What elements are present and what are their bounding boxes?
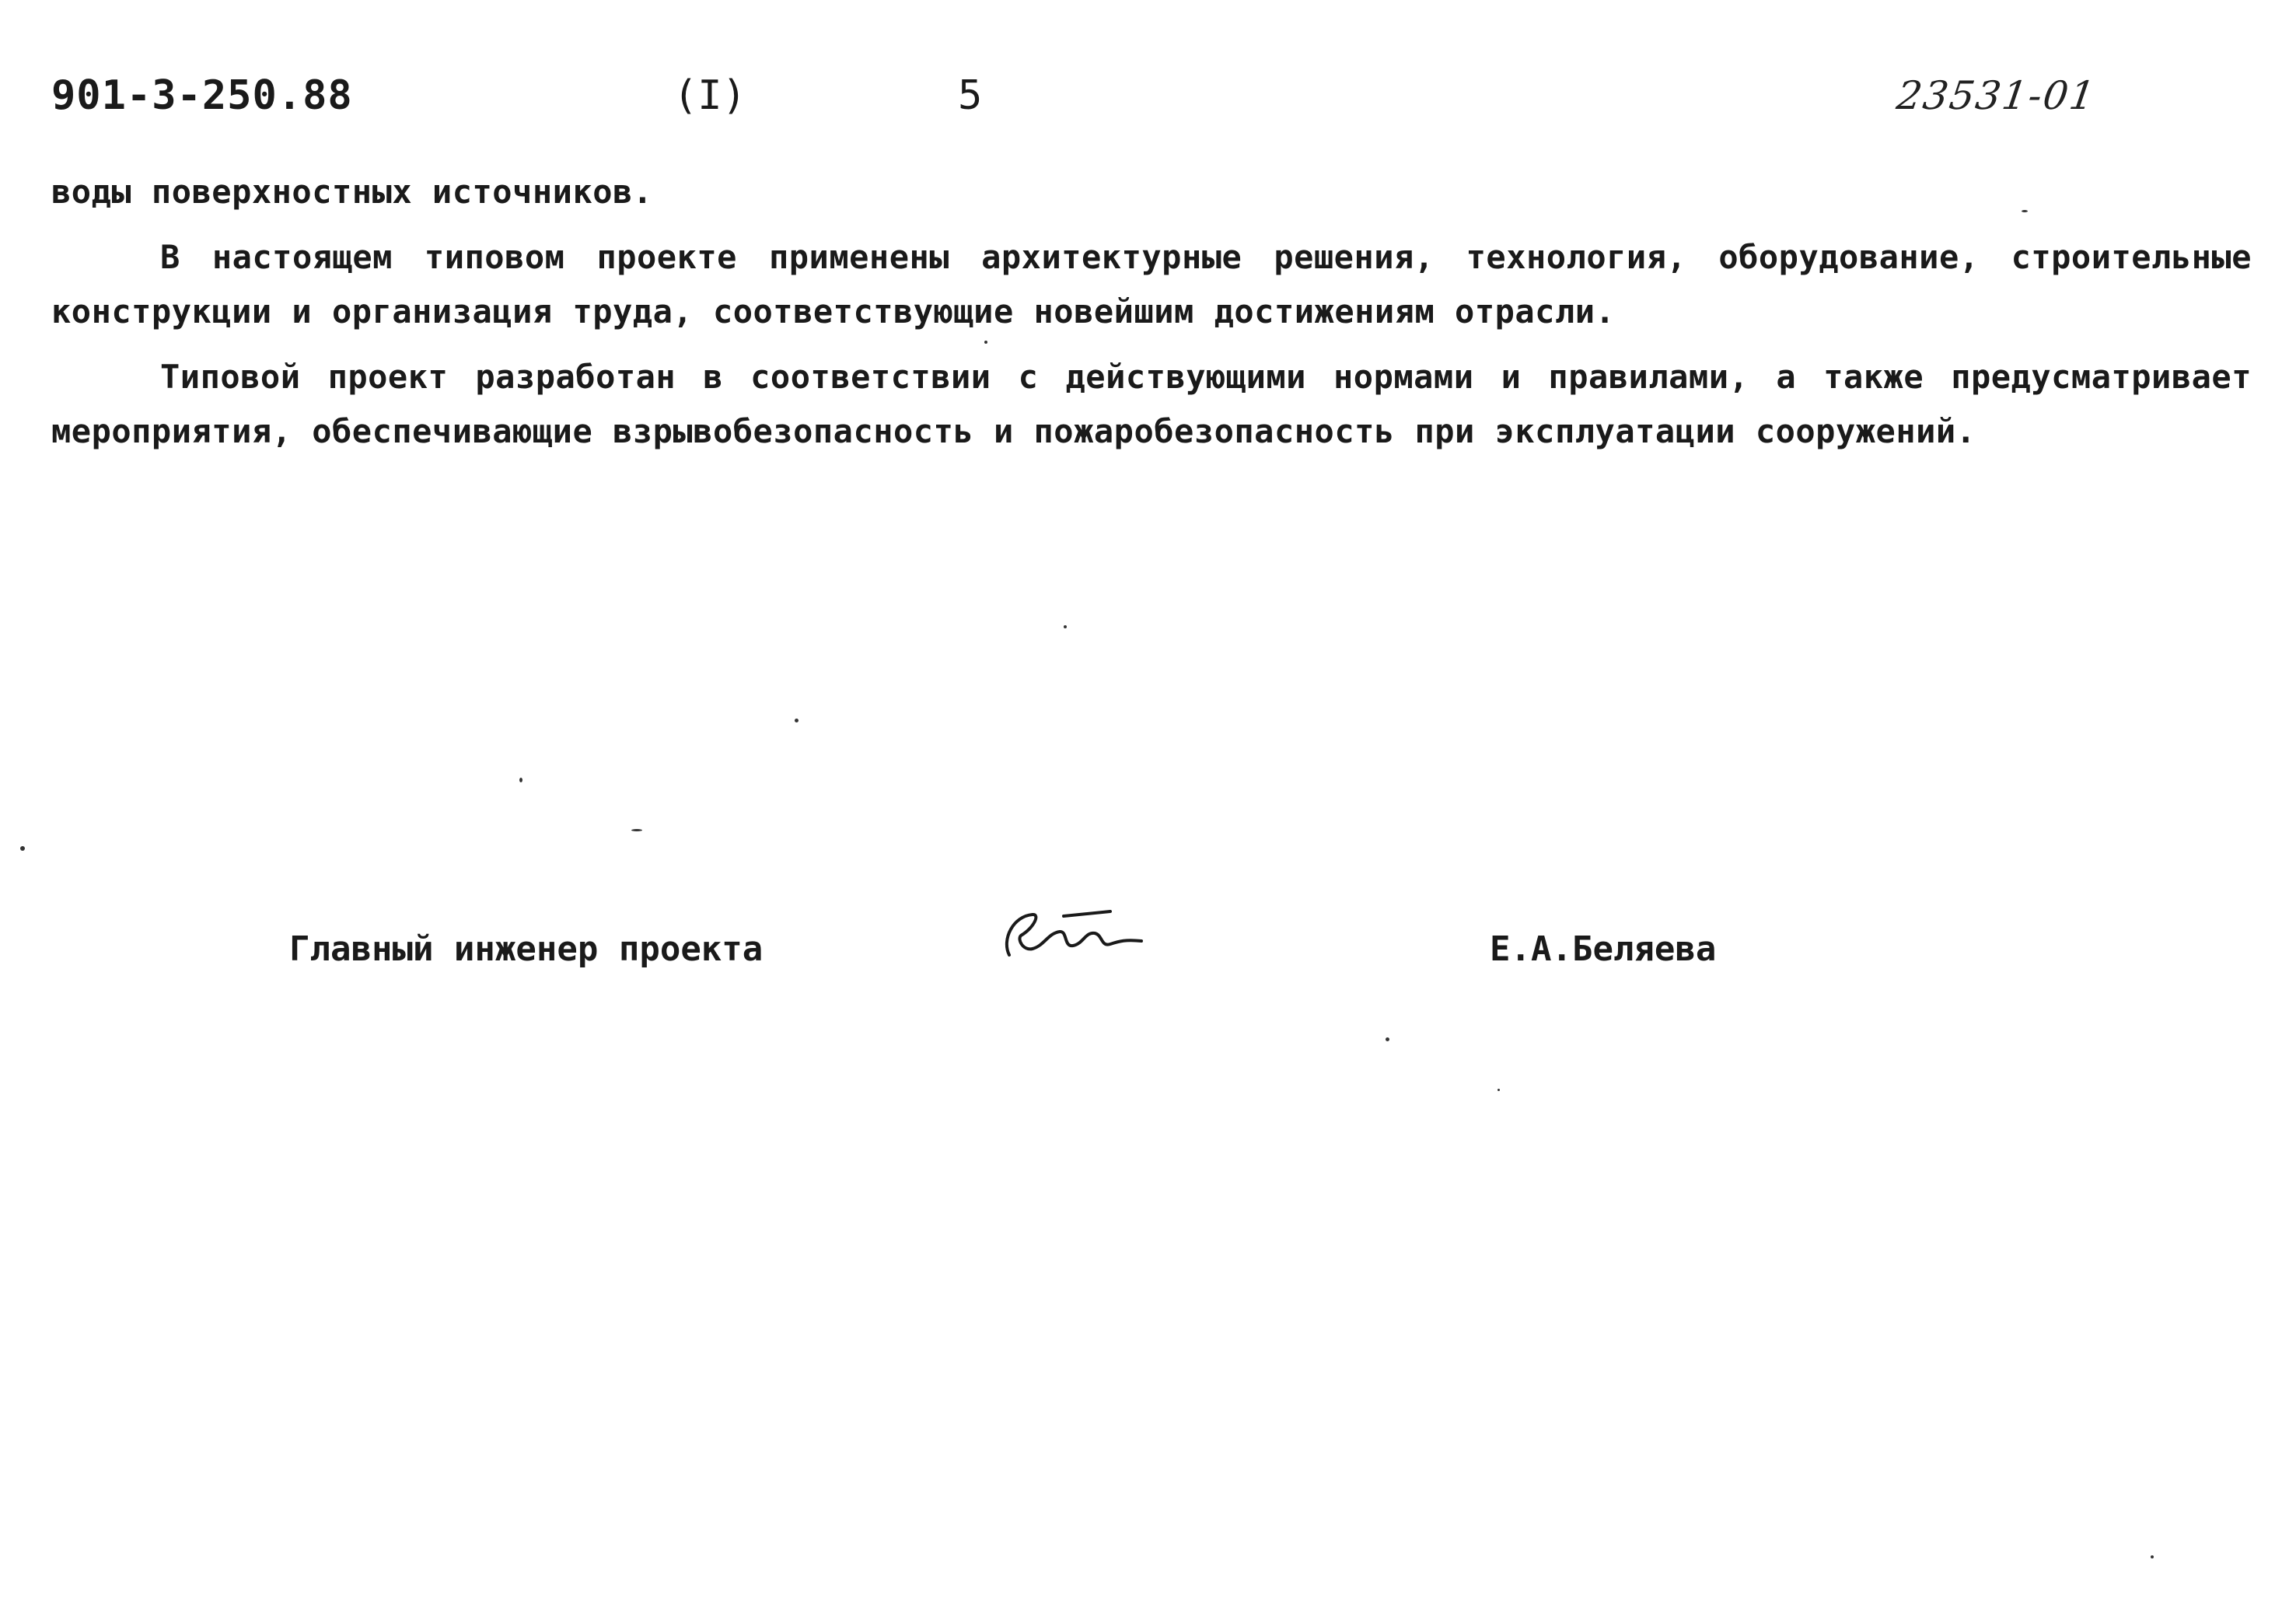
page-number: 5 [958, 72, 983, 119]
scan-speck [1386, 1037, 1389, 1041]
scan-speck [519, 778, 522, 782]
scan-speck [2151, 1555, 2154, 1558]
paragraph-safety-norms: Типовой проект разработан в соответствии с действующими нормами и правилами, а также предусматривает мероприятия, обеспечивающие взрывобезопасность и пожаробезопасность при эксплуатации сооружений. [51, 358, 2252, 450]
scan-speck [984, 341, 987, 344]
scan-speck [1497, 1089, 1500, 1091]
document-code: 901-3-250.88 [51, 72, 353, 119]
signatory-name: Е.А.Беляева [1490, 929, 1717, 969]
scan-speck [2022, 210, 2028, 212]
handwritten-inventory-number: 23531-01 [1893, 73, 2099, 118]
scan-speck [631, 829, 642, 831]
paragraph-design-solutions: В настоящем типовом проекте применены архитектурные решения, технология, оборудование, строительные конструкции и организация труда, соответствующие новейшим достижениям отрасли. [51, 238, 2252, 331]
body-text [51, 165, 2252, 470]
scan-speck [795, 719, 799, 722]
paragraph-continuation: воды поверхностных источников. [51, 173, 653, 211]
scan-speck [20, 846, 25, 851]
scan-speck [1064, 625, 1067, 628]
document-part: (I) [673, 72, 746, 119]
signatory-title: Главный инженер проекта [289, 929, 764, 969]
handwritten-signature [986, 893, 1157, 978]
